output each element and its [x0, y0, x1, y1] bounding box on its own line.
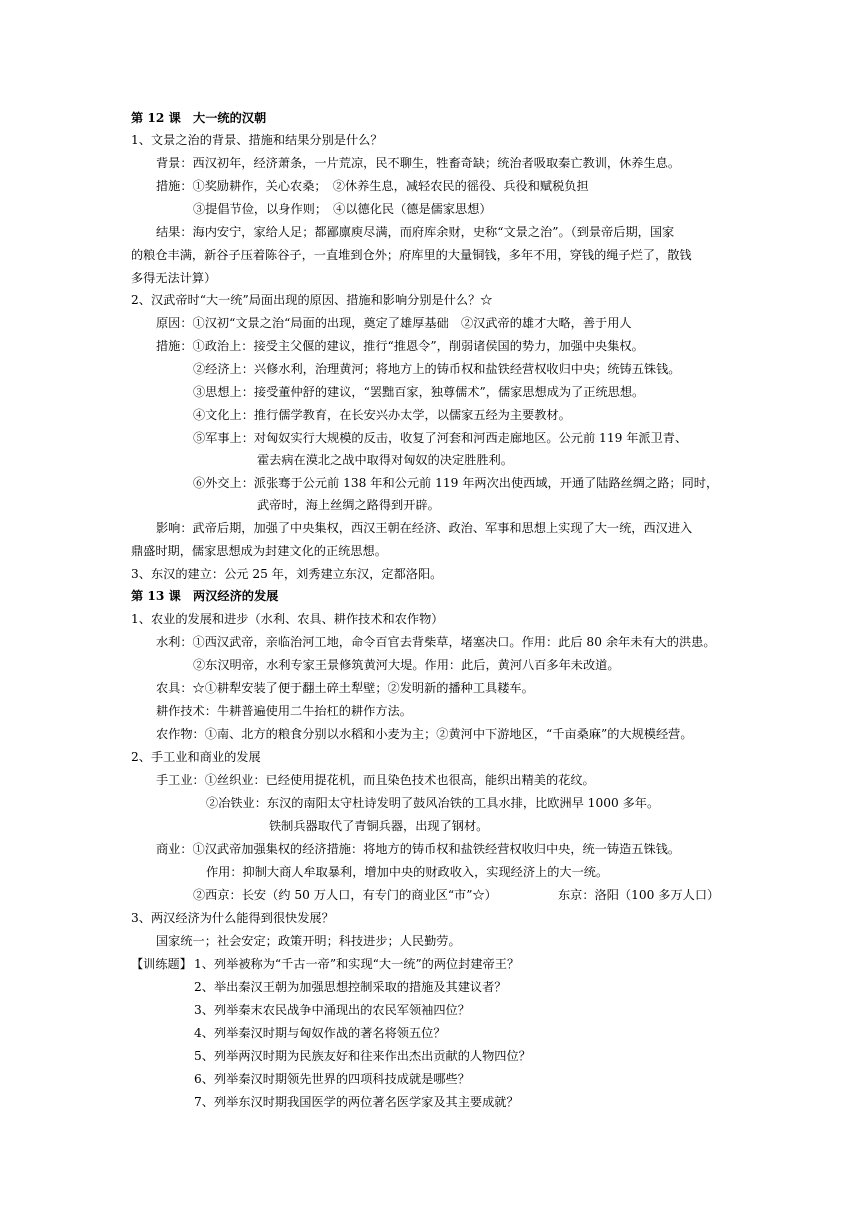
question-1-heading: 1、文景之治的背景、措施和结果分别是什么？: [131, 133, 383, 147]
exercise-item: 7、列举东汉时期我国医学的两位著名医学家及其主要成就？: [194, 1095, 519, 1109]
s1-crops: 农作物：①南、北方的粮食分别以水稻和小麦为主；②黄河中下游地区，“千亩桑麻”的大规模经营。: [156, 727, 693, 741]
q2-measure-military-line-1: ⑤军事上：对匈奴实行大规模的反击，收复了河套和河西走廊地区。公元前 119 年派卫青、: [193, 431, 688, 445]
exercises-label: 【训练题】: [131, 957, 192, 971]
q1-background: 背景：西汉初年，经济萧条，一片荒凉，民不聊生，牲畜奇缺；统治者吸取秦亡教训，休养生息。: [156, 156, 681, 170]
lesson-13-title: 第 13 课 两汉经济的发展: [131, 589, 279, 603]
q1-result-line-3: 多得无法计算）: [131, 271, 217, 285]
q2-measure-diplomacy-line-1: ⑥外交上：派张骞于公元前 138 年和公元前 119 年两次出使西域，开通了陆路丝绸之路；同时，: [193, 476, 719, 490]
q1-measures-line-1: 措施：①奖励耕作，关心农桑； ②休养生息，减轻农民的徭役、兵役和赋税负担: [156, 179, 589, 193]
q1-result-line-1: 结果：海内安宁，家给人足；都鄙廪庾尽满，而府库余财，史称“文景之治”。（到景帝后期，国家: [156, 225, 675, 239]
section-2-heading: 2、手工业和商业的发展: [131, 750, 261, 764]
q2-impact-line-1: 影响：武帝后期，加强了中央集权，西汉王朝在经济、政治、军事和思想上实现了大一统，西汉进入: [156, 521, 693, 535]
question-3: 3、东汉的建立：公元 25 年，刘秀建立东汉，定都洛阳。: [131, 567, 443, 581]
q2-reason: 原因：①汉初“文景之治“局面的出现，奠定了雄厚基础 ②汉武帝的雄才大略，善于用人: [156, 316, 632, 330]
s2-handicraft-line-2: ②冶铁业：东汉的南阳太守杜诗发明了鼓风冶铁的工具水排，比欧洲早 1000 多年。: [206, 796, 660, 810]
exercise-item: 1、列举被称为“千古一帝”和实现“大一统”的两位封建帝王？: [194, 957, 520, 971]
q2-measure-military-line-2: 霍去病在漠北之战中取得对匈奴的决定胜胜利。: [257, 453, 513, 467]
section-3-heading: 3、两汉经济为什么能得到很快发展？: [131, 911, 334, 925]
q2-measure-thought: ③思想上：接受董仲舒的建议，“罢黜百家，独尊儒术”，儒家思想成为了正统思想。: [193, 385, 645, 399]
s2-handicraft-line-1: 手工业：①丝织业：已经使用提花机，而且染色技术也很高，能织出精美的花纹。: [156, 773, 595, 787]
q2-measure-diplomacy-line-2: 武帝时，海上丝绸之路得到开辟。: [257, 498, 440, 512]
s2-commerce-west-capital: ②西京：长安（约 50 万人口，有专门的商业区“市”☆）: [193, 888, 497, 902]
exercise-item: 3、列举秦末农民战争中涌现出的农民军领袖四位？: [194, 1003, 470, 1017]
s3-answer: 国家统一；社会安定；政策开明；科技进步；人民勤劳。: [156, 934, 461, 948]
q2-measure-culture: ④文化上：推行儒学教育，在长安兴办太学，以儒家五经为主要教材。: [193, 408, 571, 422]
s2-commerce-line-2: 作用：抑制大商人牟取暴利，增加中央的财政收入，实现经济上的大一统。: [206, 865, 609, 879]
exercise-item: 5、列举两汉时期为民族友好和往来作出杰出贡献的人物四位？: [194, 1049, 531, 1063]
s2-handicraft-line-3: 铁制兵器取代了青铜兵器，出现了钢材。: [269, 819, 489, 833]
section-1-heading: 1、农业的发展和进步（水利、农具、耕作技术和农作物）: [131, 612, 444, 626]
s2-commerce-east-capital: 东京：洛阳（100 多万人口）: [558, 888, 720, 902]
exercise-item: 4、列举秦汉时期与匈奴作战的著名将领五位？: [194, 1026, 446, 1040]
q1-result-line-2: 的粮仓丰满，新谷子压着陈谷子，一直堆到仓外；府库里的大量铜钱，多年不用，穿钱的绳子烂了，散钱: [131, 248, 692, 262]
exercise-item: 6、列举秦汉时期领先世界的四项科技成就是哪些？: [194, 1072, 470, 1086]
s1-technique: 耕作技术：牛耕普遍使用二牛抬杠的耕作方法。: [156, 704, 412, 718]
q2-measure-politics: 措施：①政治上：接受主父偃的建议，推行“推恩令”，削弱诸侯国的势力，加强中央集权。: [156, 339, 644, 353]
s1-water-line-1: 水利：①西汉武帝，亲临治河工地，命令百官去背柴草，堵塞决口。作用：此后 80 余年未有大的洪患。: [156, 635, 716, 649]
q1-measures-line-2: ③提倡节俭，以身作则； ④以德化民（德是儒家思想）: [193, 202, 492, 216]
q2-impact-line-2: 鼎盛时期，儒家思想成为封建文化的正统思想。: [131, 544, 387, 558]
question-2-heading: 2、汉武帝时“大一统”局面出现的原因、措施和影响分别是什么？☆: [131, 293, 493, 307]
s1-water-line-2: ②东汉明帝，水利专家王景修筑黄河大堤。作用：此后，黄河八百多年未改道。: [193, 658, 620, 672]
s1-tools: 农具：☆①耕犁安装了便于翻土碎土犁壁；②发明新的播种工具耧车。: [156, 681, 534, 695]
lesson-12-title: 第 12 课 大一统的汉朝: [131, 111, 267, 125]
q2-measure-economy: ②经济上：兴修水利，治理黄河；将地方上的铸币权和盐铁经营权收归中央；统铸五铢钱。: [193, 362, 681, 376]
s2-commerce-line-1: 商业：①汉武帝加强集权的经济措施：将地方的铸币权和盐铁经营权收归中央，统一铸造五铢钱。: [156, 842, 681, 856]
exercise-item: 2、举出秦汉王朝为加强思想控制采取的措施及其建议者？: [194, 980, 507, 994]
